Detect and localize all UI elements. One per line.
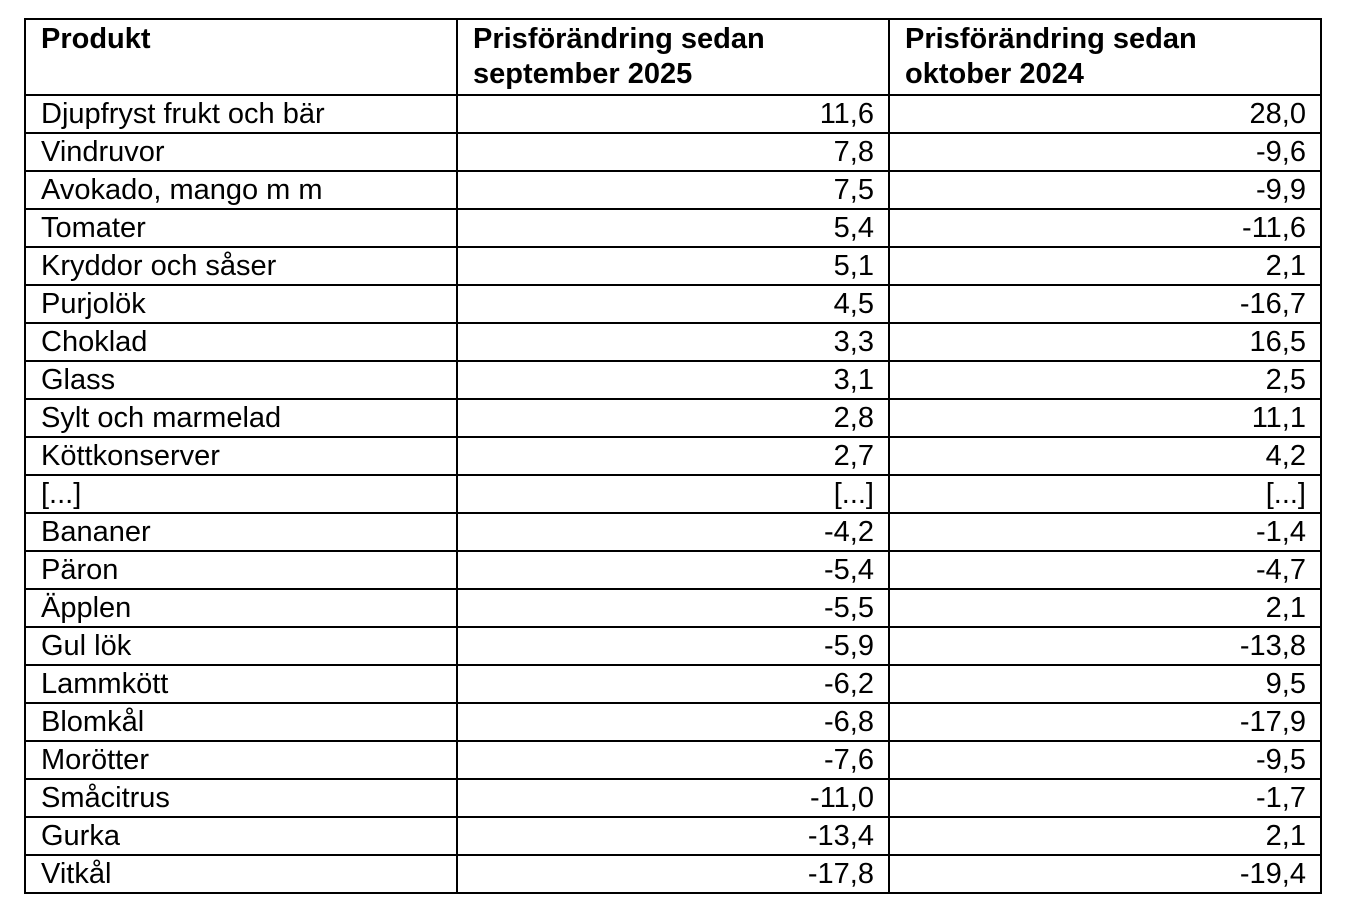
table-row xyxy=(25,513,1321,551)
table-row xyxy=(25,171,1321,209)
cell-product: Purjolök xyxy=(25,285,457,323)
table-row xyxy=(25,361,1321,399)
cell-change-october-2024: -13,8 xyxy=(889,627,1321,665)
cell-change-october-2024: -4,7 xyxy=(889,551,1321,589)
cell-change-september-2025: -5,5 xyxy=(457,589,889,627)
table-row xyxy=(25,285,1321,323)
column-header-produkt: Produkt xyxy=(25,19,457,95)
table-row xyxy=(25,627,1321,665)
cell-product: Småcitrus xyxy=(25,779,457,817)
column-header-change-since-september-2025: Prisförändring sedan september 2025 xyxy=(457,19,889,95)
cell-product: Choklad xyxy=(25,323,457,361)
table-row xyxy=(25,551,1321,589)
cell-product: [...] xyxy=(25,475,457,513)
table-row xyxy=(25,589,1321,627)
cell-change-october-2024: -1,7 xyxy=(889,779,1321,817)
cell-change-september-2025: 2,8 xyxy=(457,399,889,437)
cell-change-october-2024: -9,5 xyxy=(889,741,1321,779)
cell-product: Gurka xyxy=(25,817,457,855)
cell-product: Äpplen xyxy=(25,589,457,627)
cell-product: Gul lök xyxy=(25,627,457,665)
cell-change-october-2024: -19,4 xyxy=(889,855,1321,893)
cell-change-september-2025: -4,2 xyxy=(457,513,889,551)
cell-change-september-2025: 11,6 xyxy=(457,95,889,133)
cell-product: Köttkonserver xyxy=(25,437,457,475)
cell-change-october-2024: 2,1 xyxy=(889,817,1321,855)
cell-change-october-2024: 9,5 xyxy=(889,665,1321,703)
cell-change-october-2024: 16,5 xyxy=(889,323,1321,361)
table-row xyxy=(25,855,1321,893)
cell-change-september-2025: [...] xyxy=(457,475,889,513)
cell-change-september-2025: 5,1 xyxy=(457,247,889,285)
cell-change-october-2024: 2,1 xyxy=(889,589,1321,627)
table-header-row xyxy=(25,19,1321,95)
cell-product: Lammkött xyxy=(25,665,457,703)
cell-change-september-2025: 7,8 xyxy=(457,133,889,171)
cell-change-september-2025: 3,1 xyxy=(457,361,889,399)
cell-product: Blomkål xyxy=(25,703,457,741)
cell-change-october-2024: 28,0 xyxy=(889,95,1321,133)
cell-change-september-2025: 3,3 xyxy=(457,323,889,361)
column-header-change-since-october-2024: Prisförändring sedan oktober 2024 xyxy=(889,19,1321,95)
price-change-table xyxy=(24,18,1322,894)
cell-product: Djupfryst frukt och bär xyxy=(25,95,457,133)
cell-product: Morötter xyxy=(25,741,457,779)
cell-change-september-2025: -6,8 xyxy=(457,703,889,741)
cell-change-september-2025: -5,4 xyxy=(457,551,889,589)
cell-product: Kryddor och såser xyxy=(25,247,457,285)
table-row xyxy=(25,475,1321,513)
cell-change-october-2024: -16,7 xyxy=(889,285,1321,323)
cell-change-september-2025: -17,8 xyxy=(457,855,889,893)
cell-change-september-2025: -7,6 xyxy=(457,741,889,779)
cell-product: Bananer xyxy=(25,513,457,551)
cell-product: Glass xyxy=(25,361,457,399)
cell-product: Vindruvor xyxy=(25,133,457,171)
table-row xyxy=(25,209,1321,247)
cell-change-october-2024: -17,9 xyxy=(889,703,1321,741)
cell-product: Tomater xyxy=(25,209,457,247)
cell-change-october-2024: 4,2 xyxy=(889,437,1321,475)
table-row xyxy=(25,95,1321,133)
table-row xyxy=(25,703,1321,741)
table-row xyxy=(25,437,1321,475)
cell-change-october-2024: -9,6 xyxy=(889,133,1321,171)
cell-product: Vitkål xyxy=(25,855,457,893)
table-row xyxy=(25,247,1321,285)
cell-product: Päron xyxy=(25,551,457,589)
table-row xyxy=(25,779,1321,817)
cell-change-september-2025: 7,5 xyxy=(457,171,889,209)
cell-product: Sylt och marmelad xyxy=(25,399,457,437)
cell-change-september-2025: 2,7 xyxy=(457,437,889,475)
cell-change-october-2024: -9,9 xyxy=(889,171,1321,209)
cell-change-october-2024: -11,6 xyxy=(889,209,1321,247)
table-row xyxy=(25,665,1321,703)
table-row xyxy=(25,817,1321,855)
table-row xyxy=(25,399,1321,437)
cell-change-october-2024: 2,1 xyxy=(889,247,1321,285)
cell-change-september-2025: 5,4 xyxy=(457,209,889,247)
cell-change-october-2024: 2,5 xyxy=(889,361,1321,399)
cell-change-september-2025: -5,9 xyxy=(457,627,889,665)
table-body xyxy=(25,95,1321,893)
cell-product: Avokado, mango m m xyxy=(25,171,457,209)
table-row xyxy=(25,323,1321,361)
cell-change-september-2025: -13,4 xyxy=(457,817,889,855)
table-row xyxy=(25,133,1321,171)
cell-change-october-2024: [...] xyxy=(889,475,1321,513)
table-row xyxy=(25,741,1321,779)
cell-change-september-2025: -6,2 xyxy=(457,665,889,703)
cell-change-september-2025: 4,5 xyxy=(457,285,889,323)
cell-change-october-2024: -1,4 xyxy=(889,513,1321,551)
cell-change-september-2025: -11,0 xyxy=(457,779,889,817)
cell-change-october-2024: 11,1 xyxy=(889,399,1321,437)
